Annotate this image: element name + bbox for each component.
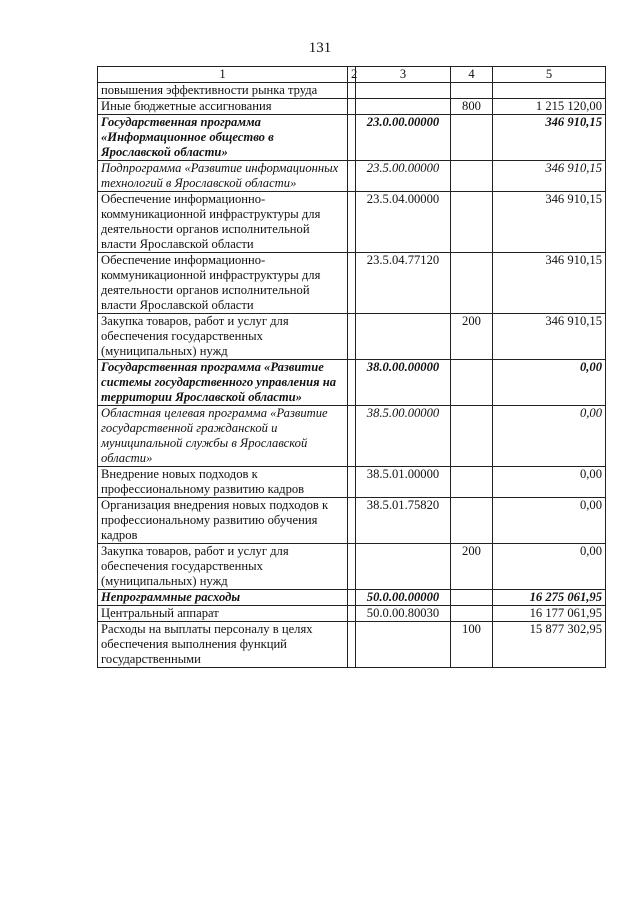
code-cell: 23.5.04.00000 — [356, 192, 451, 253]
amount-cell: 0,00 — [493, 406, 606, 467]
header-col-4: 4 — [451, 67, 493, 83]
expense-type-cell — [451, 360, 493, 406]
code-cell — [356, 622, 451, 668]
expense-type-cell — [451, 161, 493, 192]
code-cell: 23.0.00.00000 — [356, 115, 451, 161]
name-cell: Внедрение новых подходов к профессиональному развитию кадров — [98, 467, 348, 498]
expense-type-cell: 200 — [451, 314, 493, 360]
col2-cell — [348, 99, 356, 115]
name-cell: Государственная программа «Развитие системы государственного управления на территории Ярославской области» — [98, 360, 348, 406]
expense-type-cell — [451, 590, 493, 606]
col2-cell — [348, 192, 356, 253]
table-row — [98, 253, 606, 314]
code-cell — [356, 314, 451, 360]
col2-cell — [348, 606, 356, 622]
table-body — [98, 83, 606, 668]
name-cell: Закупка товаров, работ и услуг для обеспечения государственных (муниципальных) нужд — [98, 314, 348, 360]
table-row — [98, 544, 606, 590]
expense-type-cell — [451, 467, 493, 498]
code-cell — [356, 544, 451, 590]
expense-type-cell — [451, 192, 493, 253]
name-cell: Организация внедрения новых подходов к профессиональному развитию обучения кадров — [98, 498, 348, 544]
code-cell: 38.0.00.00000 — [356, 360, 451, 406]
table-row — [98, 406, 606, 467]
name-cell: Обеспечение информационно-коммуникационной инфраструктуры для деятельности органов исполнительной власти Ярославской области — [98, 192, 348, 253]
table-row — [98, 360, 606, 406]
amount-cell: 15 877 302,95 — [493, 622, 606, 668]
col2-cell — [348, 161, 356, 192]
expense-type-cell — [451, 406, 493, 467]
table-row — [98, 590, 606, 606]
code-cell: 38.5.00.00000 — [356, 406, 451, 467]
amount-cell: 16 177 061,95 — [493, 606, 606, 622]
code-cell: 50.0.00.80030 — [356, 606, 451, 622]
expense-type-cell — [451, 498, 493, 544]
header-col-3: 3 — [356, 67, 451, 83]
amount-cell — [493, 83, 606, 99]
amount-cell: 0,00 — [493, 360, 606, 406]
name-cell: Закупка товаров, работ и услуг для обеспечения государственных (муниципальных) нужд — [98, 544, 348, 590]
header-row — [98, 67, 606, 83]
amount-cell: 0,00 — [493, 498, 606, 544]
name-cell: Подпрограмма «Развитие информационных технологий в Ярославской области» — [98, 161, 348, 192]
col2-cell — [348, 360, 356, 406]
table-row — [98, 161, 606, 192]
name-cell: Обеспечение информационно-коммуникационной инфраструктуры для деятельности органов исполнительной власти Ярославской области — [98, 253, 348, 314]
code-cell: 38.5.01.75820 — [356, 498, 451, 544]
col2-cell — [348, 498, 356, 544]
col2-cell — [348, 314, 356, 360]
col2-cell — [348, 590, 356, 606]
table-row — [98, 498, 606, 544]
header-col-1: 1 — [98, 67, 348, 83]
amount-cell: 0,00 — [493, 467, 606, 498]
page-number: 131 — [308, 40, 332, 56]
col2-cell — [348, 406, 356, 467]
name-cell: Иные бюджетные ассигнования — [98, 99, 348, 115]
col2-cell — [348, 115, 356, 161]
expense-type-cell: 100 — [451, 622, 493, 668]
name-cell: Государственная программа «Информационное общество в Ярославской области» — [98, 115, 348, 161]
budget-table — [97, 66, 606, 668]
amount-cell: 346 910,15 — [493, 115, 606, 161]
amount-cell: 346 910,15 — [493, 314, 606, 360]
expense-type-cell: 200 — [451, 544, 493, 590]
table-row — [98, 115, 606, 161]
col2-cell — [348, 253, 356, 314]
amount-cell: 0,00 — [493, 544, 606, 590]
table-header — [98, 67, 606, 83]
table-row — [98, 606, 606, 622]
code-cell — [356, 83, 451, 99]
name-cell: Областная целевая программа «Развитие государственной гражданской и муниципальной службы в Ярославской области» — [98, 406, 348, 467]
table-row — [98, 314, 606, 360]
amount-cell: 346 910,15 — [493, 161, 606, 192]
expense-type-cell — [451, 606, 493, 622]
col2-cell — [348, 83, 356, 99]
col2-cell — [348, 544, 356, 590]
table-row — [98, 622, 606, 668]
table-row — [98, 467, 606, 498]
code-cell: 38.5.01.00000 — [356, 467, 451, 498]
name-cell: Расходы на выплаты персоналу в целях обеспечения выполнения функций государственными — [98, 622, 348, 668]
expense-type-cell — [451, 83, 493, 99]
expense-type-cell — [451, 253, 493, 314]
table-row — [98, 192, 606, 253]
amount-cell: 1 215 120,00 — [493, 99, 606, 115]
header-col-2: 2 — [348, 67, 356, 83]
expense-type-cell: 800 — [451, 99, 493, 115]
code-cell: 23.5.04.77120 — [356, 253, 451, 314]
table-row — [98, 83, 606, 99]
expense-type-cell — [451, 115, 493, 161]
name-cell: Центральный аппарат — [98, 606, 348, 622]
amount-cell: 346 910,15 — [493, 253, 606, 314]
code-cell — [356, 99, 451, 115]
col2-cell — [348, 622, 356, 668]
code-cell: 50.0.00.00000 — [356, 590, 451, 606]
table-row — [98, 99, 606, 115]
col2-cell — [348, 467, 356, 498]
amount-cell: 16 275 061,95 — [493, 590, 606, 606]
code-cell: 23.5.00.00000 — [356, 161, 451, 192]
name-cell: Непрограммные расходы — [98, 590, 348, 606]
header-col-5: 5 — [493, 67, 606, 83]
name-cell: повышения эффективности рынка труда — [98, 83, 348, 99]
amount-cell: 346 910,15 — [493, 192, 606, 253]
